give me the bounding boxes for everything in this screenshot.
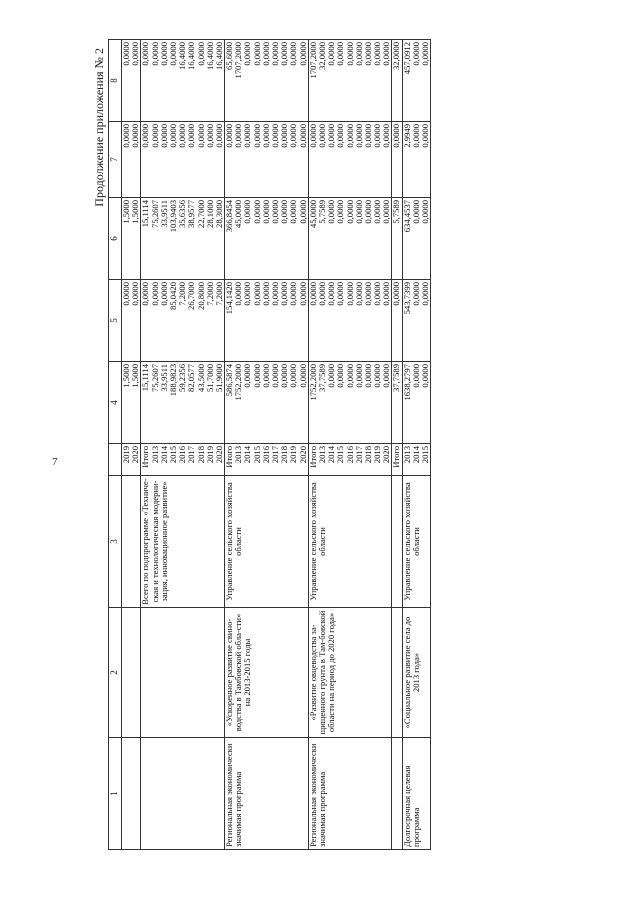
- col8-cell: [141, 40, 225, 122]
- header-col7: 7: [109, 122, 122, 198]
- cell-value: Итого: [307, 446, 318, 468]
- cell-value: 0,0000: [335, 364, 346, 388]
- cell-value: 0,0000: [260, 364, 271, 388]
- cell-value: 75,2607: [149, 200, 160, 228]
- cell-value: 0,0000: [335, 124, 346, 148]
- cell-value: 0,0000: [381, 42, 392, 66]
- cell-value: 0,0000: [149, 124, 160, 148]
- cell-value: 0,0000: [297, 282, 308, 306]
- cell-value: 188,9823: [167, 364, 178, 397]
- cell-value: 0,0000: [270, 282, 280, 306]
- col6-cell: [308, 198, 392, 280]
- cell-value: 0,0000: [326, 200, 337, 224]
- cell-value: 0,0000: [353, 200, 364, 224]
- cell-value: 2019: [204, 446, 215, 464]
- cell-value: 0,0000: [224, 124, 235, 148]
- cell-value: 0,0000: [372, 124, 383, 148]
- cell-value: 0,0000: [372, 200, 383, 224]
- cell-value: 1,5000: [130, 364, 141, 388]
- cell-value: 0,0000: [121, 124, 131, 148]
- cell-value: 1,5000: [130, 200, 141, 224]
- cell-value: 0,0000: [270, 364, 280, 388]
- cell-value: 0,0000: [344, 200, 355, 224]
- cell-value: 2015: [251, 446, 262, 464]
- cell-value: 0,0000: [391, 282, 402, 306]
- cell-value: 0,0000: [149, 42, 160, 66]
- cell-value: 0,0000: [130, 42, 141, 66]
- cell-value: 0,0000: [251, 200, 262, 224]
- cell-value: 59,2356: [177, 364, 188, 392]
- col4-cell: [225, 362, 309, 444]
- cell-value: 0,0000: [288, 282, 299, 306]
- year-cell: [141, 444, 225, 476]
- cell-value: 0,0000: [372, 42, 383, 66]
- col8-cell: [402, 40, 431, 122]
- cell-value: 75,2607: [149, 364, 160, 392]
- cell-value: 0,0000: [391, 124, 402, 148]
- cell-value: 0,0000: [279, 42, 290, 66]
- cell-value: 85,0420: [167, 282, 178, 310]
- cell-value: 0,0000: [288, 42, 299, 66]
- cell-value: 43,5000: [195, 364, 206, 392]
- cell-value: 0,0000: [344, 282, 355, 306]
- col8-cell: [392, 40, 402, 122]
- cell-value: 0,0000: [195, 124, 206, 148]
- cell-value: 0,0000: [251, 42, 262, 66]
- cell-value: 2016: [260, 446, 271, 464]
- program-type-cell: [122, 738, 141, 850]
- cell-value: 2014: [410, 446, 421, 464]
- executor-cell: Управление сельского хозяйства области: [225, 476, 309, 608]
- cell-value: 0,0000: [279, 200, 290, 224]
- cell-value: 2020: [381, 446, 392, 464]
- cell-value: 0,0000: [316, 124, 327, 148]
- cell-value: 2017: [270, 446, 280, 464]
- executor-cell: Всего по подпрограмме «Техниче-ская и технологическая модерни-зация, инновационное развитие»: [141, 476, 225, 608]
- cell-value: 0,0000: [130, 124, 141, 148]
- cell-value: 0,0000: [326, 42, 337, 66]
- cell-value: 1638,2797: [401, 364, 412, 401]
- cell-value: 37,7589: [391, 364, 402, 392]
- cell-value: 0,0000: [420, 42, 430, 66]
- cell-value: 0,0000: [362, 364, 373, 388]
- col4-cell: [122, 362, 141, 444]
- cell-value: 28,1000: [204, 200, 215, 228]
- cell-value: Итого: [140, 446, 151, 468]
- cell-value: 0,0000: [140, 42, 151, 66]
- cell-value: 0,0000: [410, 200, 421, 224]
- cell-value: 0,0000: [288, 364, 299, 388]
- cell-value: 2019: [288, 446, 299, 464]
- cell-value: 15,1114: [140, 364, 151, 392]
- header-col6: 6: [109, 198, 122, 280]
- table-row: [225, 40, 309, 850]
- cell-value: 2020: [130, 446, 141, 464]
- cell-value: 586,5874: [224, 364, 235, 397]
- cell-value: 2017: [186, 446, 197, 464]
- col6-cell: [122, 198, 141, 280]
- cell-value: Итого: [391, 446, 402, 468]
- cell-value: 0,0000: [195, 42, 206, 66]
- col6-cell: [392, 198, 402, 280]
- cell-value: 45,0000: [233, 200, 244, 228]
- cell-value: 0,0000: [353, 282, 364, 306]
- cell-value: 2016: [177, 446, 188, 464]
- cell-value: 0,0000: [344, 124, 355, 148]
- cell-value: 0,0000: [372, 364, 383, 388]
- cell-value: 0,0000: [326, 124, 337, 148]
- cell-value: 2019: [372, 446, 383, 464]
- executor-cell: [122, 476, 141, 608]
- program-name-cell: «Ускоренное развитие свино-водства в Тамбовской обла-сти» на 2013-2015 годы: [225, 608, 309, 738]
- cell-value: 0,0000: [251, 124, 262, 148]
- cell-value: 0,0000: [233, 124, 244, 148]
- year-cell: [225, 444, 309, 476]
- cell-value: 20,8000: [195, 282, 206, 310]
- cell-value: 2017: [353, 446, 364, 464]
- header-year: [109, 444, 122, 476]
- program-type-cell: [141, 738, 225, 850]
- cell-value: 2020: [213, 446, 224, 464]
- cell-value: 1752,2000: [233, 364, 244, 401]
- cell-value: 0,0000: [335, 200, 346, 224]
- cell-value: 0,0000: [270, 200, 280, 224]
- program-name-cell: [141, 608, 225, 738]
- cell-value: 0,0000: [344, 364, 355, 388]
- cell-value: 5,7589: [391, 200, 402, 224]
- program-name-cell: [122, 608, 141, 738]
- cell-value: 51,9000: [213, 364, 224, 392]
- cell-value: 366,8454: [224, 200, 235, 233]
- cell-value: 0,0000: [251, 282, 262, 306]
- cell-value: 0,0000: [410, 42, 421, 66]
- cell-value: 2013: [149, 446, 160, 464]
- header-col1: 1: [109, 738, 122, 850]
- cell-value: 0,0000: [260, 42, 271, 66]
- cell-value: 2018: [279, 446, 290, 464]
- cell-value: 16,4000: [204, 42, 215, 70]
- cell-value: 0,0000: [297, 124, 308, 148]
- col7-cell: [308, 122, 392, 198]
- header-row: [109, 40, 122, 850]
- cell-value: 0,0000: [251, 364, 262, 388]
- cell-value: 2014: [242, 446, 253, 464]
- cell-value: 2013: [233, 446, 244, 464]
- cell-value: 35,6356: [177, 200, 188, 228]
- program-type-cell: [392, 738, 402, 850]
- col4-cell: [402, 362, 431, 444]
- year-cell: [392, 444, 402, 476]
- cell-value: 0,0000: [381, 200, 392, 224]
- cell-value: 0,0000: [270, 42, 280, 66]
- col7-cell: [122, 122, 141, 198]
- cell-value: 0,0000: [242, 364, 253, 388]
- cell-value: 0,0000: [270, 124, 280, 148]
- cell-value: 0,0000: [121, 282, 131, 306]
- cell-value: 2,9949: [401, 124, 412, 148]
- rotated-page: [86, 40, 586, 850]
- col5-cell: [141, 280, 225, 362]
- col8-cell: [225, 40, 309, 122]
- cell-value: 0,0000: [307, 124, 318, 148]
- cell-value: 0,0000: [420, 124, 430, 148]
- program-type-cell: Долгосрочная целевая программа: [402, 738, 431, 850]
- cell-value: 457,0912: [401, 42, 412, 75]
- cell-value: 45,0000: [307, 200, 318, 228]
- cell-value: 0,0000: [242, 200, 253, 224]
- cell-value: 2013: [401, 446, 412, 464]
- header-col4: 4: [109, 362, 122, 444]
- cell-value: 0,0000: [326, 282, 337, 306]
- cell-value: 0,0000: [297, 364, 308, 388]
- cell-value: 16,4000: [186, 42, 197, 70]
- table-row: [402, 40, 431, 850]
- cell-value: 0,0000: [344, 42, 355, 66]
- year-cell: [402, 444, 431, 476]
- cell-value: 0,0000: [158, 124, 169, 148]
- cell-value: 0,0000: [410, 124, 421, 148]
- cell-value: 0,0000: [335, 282, 346, 306]
- cell-value: 0,0000: [420, 364, 430, 388]
- budget-table: [108, 39, 431, 850]
- col5-cell: [392, 280, 402, 362]
- col6-cell: [402, 198, 431, 280]
- cell-value: 0,0000: [279, 282, 290, 306]
- cell-value: 0,0000: [362, 124, 373, 148]
- cell-value: 0,0000: [307, 282, 318, 306]
- cell-value: 0,0000: [420, 200, 430, 224]
- cell-value: 0,0000: [362, 282, 373, 306]
- table-row: [308, 40, 392, 850]
- col5-cell: [225, 280, 309, 362]
- cell-value: 0,0000: [353, 124, 364, 148]
- program-type-cell: Региональная экономически значимая программа: [225, 738, 309, 850]
- col7-cell: [225, 122, 309, 198]
- year-cell: [122, 444, 141, 476]
- col4-cell: [392, 362, 402, 444]
- cell-value: 634,4537: [401, 200, 412, 233]
- col5-cell: [122, 280, 141, 362]
- cell-value: 7,2000: [213, 282, 224, 306]
- col8-cell: [122, 40, 141, 122]
- cell-value: 0,0000: [213, 124, 224, 148]
- cell-value: 0,0000: [130, 282, 141, 306]
- cell-value: 0,0000: [121, 42, 131, 66]
- cell-value: 5,7589: [316, 200, 327, 224]
- cell-value: 16,4000: [213, 42, 224, 70]
- executor-cell: [392, 476, 402, 608]
- cell-value: 0,0000: [279, 364, 290, 388]
- cell-value: 0,0000: [353, 42, 364, 66]
- continuation-title: Продолжение приложения № 2: [92, 48, 106, 207]
- program-name-cell: «Развитие овцеводства за-щищенного грунта в Там-бовской области на период до 2020 года»: [308, 608, 392, 738]
- cell-value: 1707,2000: [233, 42, 244, 79]
- cell-value: 0,0000: [158, 282, 169, 306]
- cell-value: 0,0000: [381, 282, 392, 306]
- cell-value: 0,0000: [158, 42, 169, 66]
- cell-value: 0,0000: [242, 124, 253, 148]
- cell-value: 65,6000: [224, 42, 235, 70]
- cell-value: 0,0000: [420, 282, 430, 306]
- cell-value: 2014: [158, 446, 169, 464]
- cell-value: 38,9577: [186, 200, 197, 228]
- col5-cell: [402, 280, 431, 362]
- program-type-cell: Региональная экономически значимая программа: [308, 738, 392, 850]
- cell-value: 0,0000: [140, 282, 151, 306]
- cell-value: 2020: [297, 446, 308, 464]
- cell-value: 0,0000: [260, 124, 271, 148]
- table-row: [141, 40, 225, 850]
- col6-cell: [141, 198, 225, 280]
- cell-value: 2018: [362, 446, 373, 464]
- cell-value: 0,0000: [288, 200, 299, 224]
- cell-value: 33,9511: [158, 200, 169, 228]
- cell-value: 0,0000: [362, 200, 373, 224]
- cell-value: 7,2000: [204, 282, 215, 306]
- col4-cell: [141, 362, 225, 444]
- cell-value: 1707,2000: [307, 42, 318, 79]
- col7-cell: [402, 122, 431, 198]
- executor-cell: Управление сельского хозяйства области: [308, 476, 392, 608]
- col4-cell: [308, 362, 392, 444]
- cell-value: 103,9403: [167, 200, 178, 233]
- col5-cell: [308, 280, 392, 362]
- cell-value: 0,0000: [260, 200, 271, 224]
- cell-value: 0,0000: [297, 42, 308, 66]
- cell-value: 0,0000: [362, 42, 373, 66]
- cell-value: 0,0000: [242, 42, 253, 66]
- cell-value: 0,0000: [233, 282, 244, 306]
- cell-value: 2015: [420, 446, 430, 464]
- col7-cell: [141, 122, 225, 198]
- cell-value: 2015: [335, 446, 346, 464]
- cell-value: 0,0000: [372, 282, 383, 306]
- cell-value: 0,0000: [410, 282, 421, 306]
- cell-value: 0,0000: [381, 364, 392, 388]
- cell-value: 2014: [326, 446, 337, 464]
- cell-value: 1752,2000: [307, 364, 318, 401]
- cell-value: 0,0000: [260, 282, 271, 306]
- cell-value: 2019: [121, 446, 131, 464]
- cell-value: 0,0000: [297, 200, 308, 224]
- cell-value: 0,0000: [381, 124, 392, 148]
- cell-value: 33,9511: [158, 364, 169, 392]
- header-col8: 8: [109, 40, 122, 122]
- cell-value: 1,5000: [121, 364, 131, 388]
- cell-value: 543,7399: [401, 282, 412, 315]
- cell-value: 7,2000: [177, 282, 188, 306]
- cell-value: 32,0000: [316, 42, 327, 70]
- cell-value: 51,7000: [204, 364, 215, 392]
- cell-value: 0,0000: [410, 364, 421, 388]
- col6-cell: [225, 198, 309, 280]
- cell-value: 0,0000: [140, 124, 151, 148]
- cell-value: 28,3000: [213, 200, 224, 228]
- cell-value: 22,7000: [195, 200, 206, 228]
- cell-value: 37,7589: [316, 364, 327, 392]
- table-body: [122, 40, 431, 850]
- cell-value: 0,0000: [149, 282, 160, 306]
- header-col3: 3: [109, 476, 122, 608]
- program-name-cell: [392, 608, 402, 738]
- cell-value: 26,7000: [186, 282, 197, 310]
- page-number: 7: [52, 456, 58, 468]
- cell-value: 2016: [344, 446, 355, 464]
- cell-value: 0,0000: [242, 282, 253, 306]
- cell-value: 0,0000: [167, 124, 178, 148]
- header-col5: 5: [109, 280, 122, 362]
- table-row: [392, 40, 402, 850]
- cell-value: 0,0000: [186, 124, 197, 148]
- cell-value: 82,0577: [186, 364, 197, 392]
- cell-value: 0,0000: [288, 124, 299, 148]
- cell-value: 154,1420: [224, 282, 235, 315]
- cell-value: 1,5000: [121, 200, 131, 224]
- cell-value: 0,0000: [167, 42, 178, 66]
- header-col2: 2: [109, 608, 122, 738]
- program-name-cell: «Социальное развитие села до 2013 года»: [402, 608, 431, 738]
- cell-value: 2015: [167, 446, 178, 464]
- cell-value: 32,0000: [391, 42, 402, 70]
- executor-cell: Управление сельского хозяйства области: [402, 476, 431, 608]
- cell-value: 0,0000: [335, 42, 346, 66]
- cell-value: Итого: [224, 446, 235, 468]
- cell-value: 0,0000: [177, 124, 188, 148]
- table-row: [122, 40, 141, 850]
- cell-value: 16,4000: [177, 42, 188, 70]
- col7-cell: [392, 122, 402, 198]
- cell-value: 0,0000: [279, 124, 290, 148]
- cell-value: 0,0000: [316, 282, 327, 306]
- year-cell: [308, 444, 392, 476]
- col8-cell: [308, 40, 392, 122]
- cell-value: 0,0000: [204, 124, 215, 148]
- cell-value: 2013: [316, 446, 327, 464]
- cell-value: 0,0000: [353, 364, 364, 388]
- cell-value: 0,0000: [326, 364, 337, 388]
- cell-value: 15,1114: [140, 200, 151, 228]
- cell-value: 2018: [195, 446, 206, 464]
